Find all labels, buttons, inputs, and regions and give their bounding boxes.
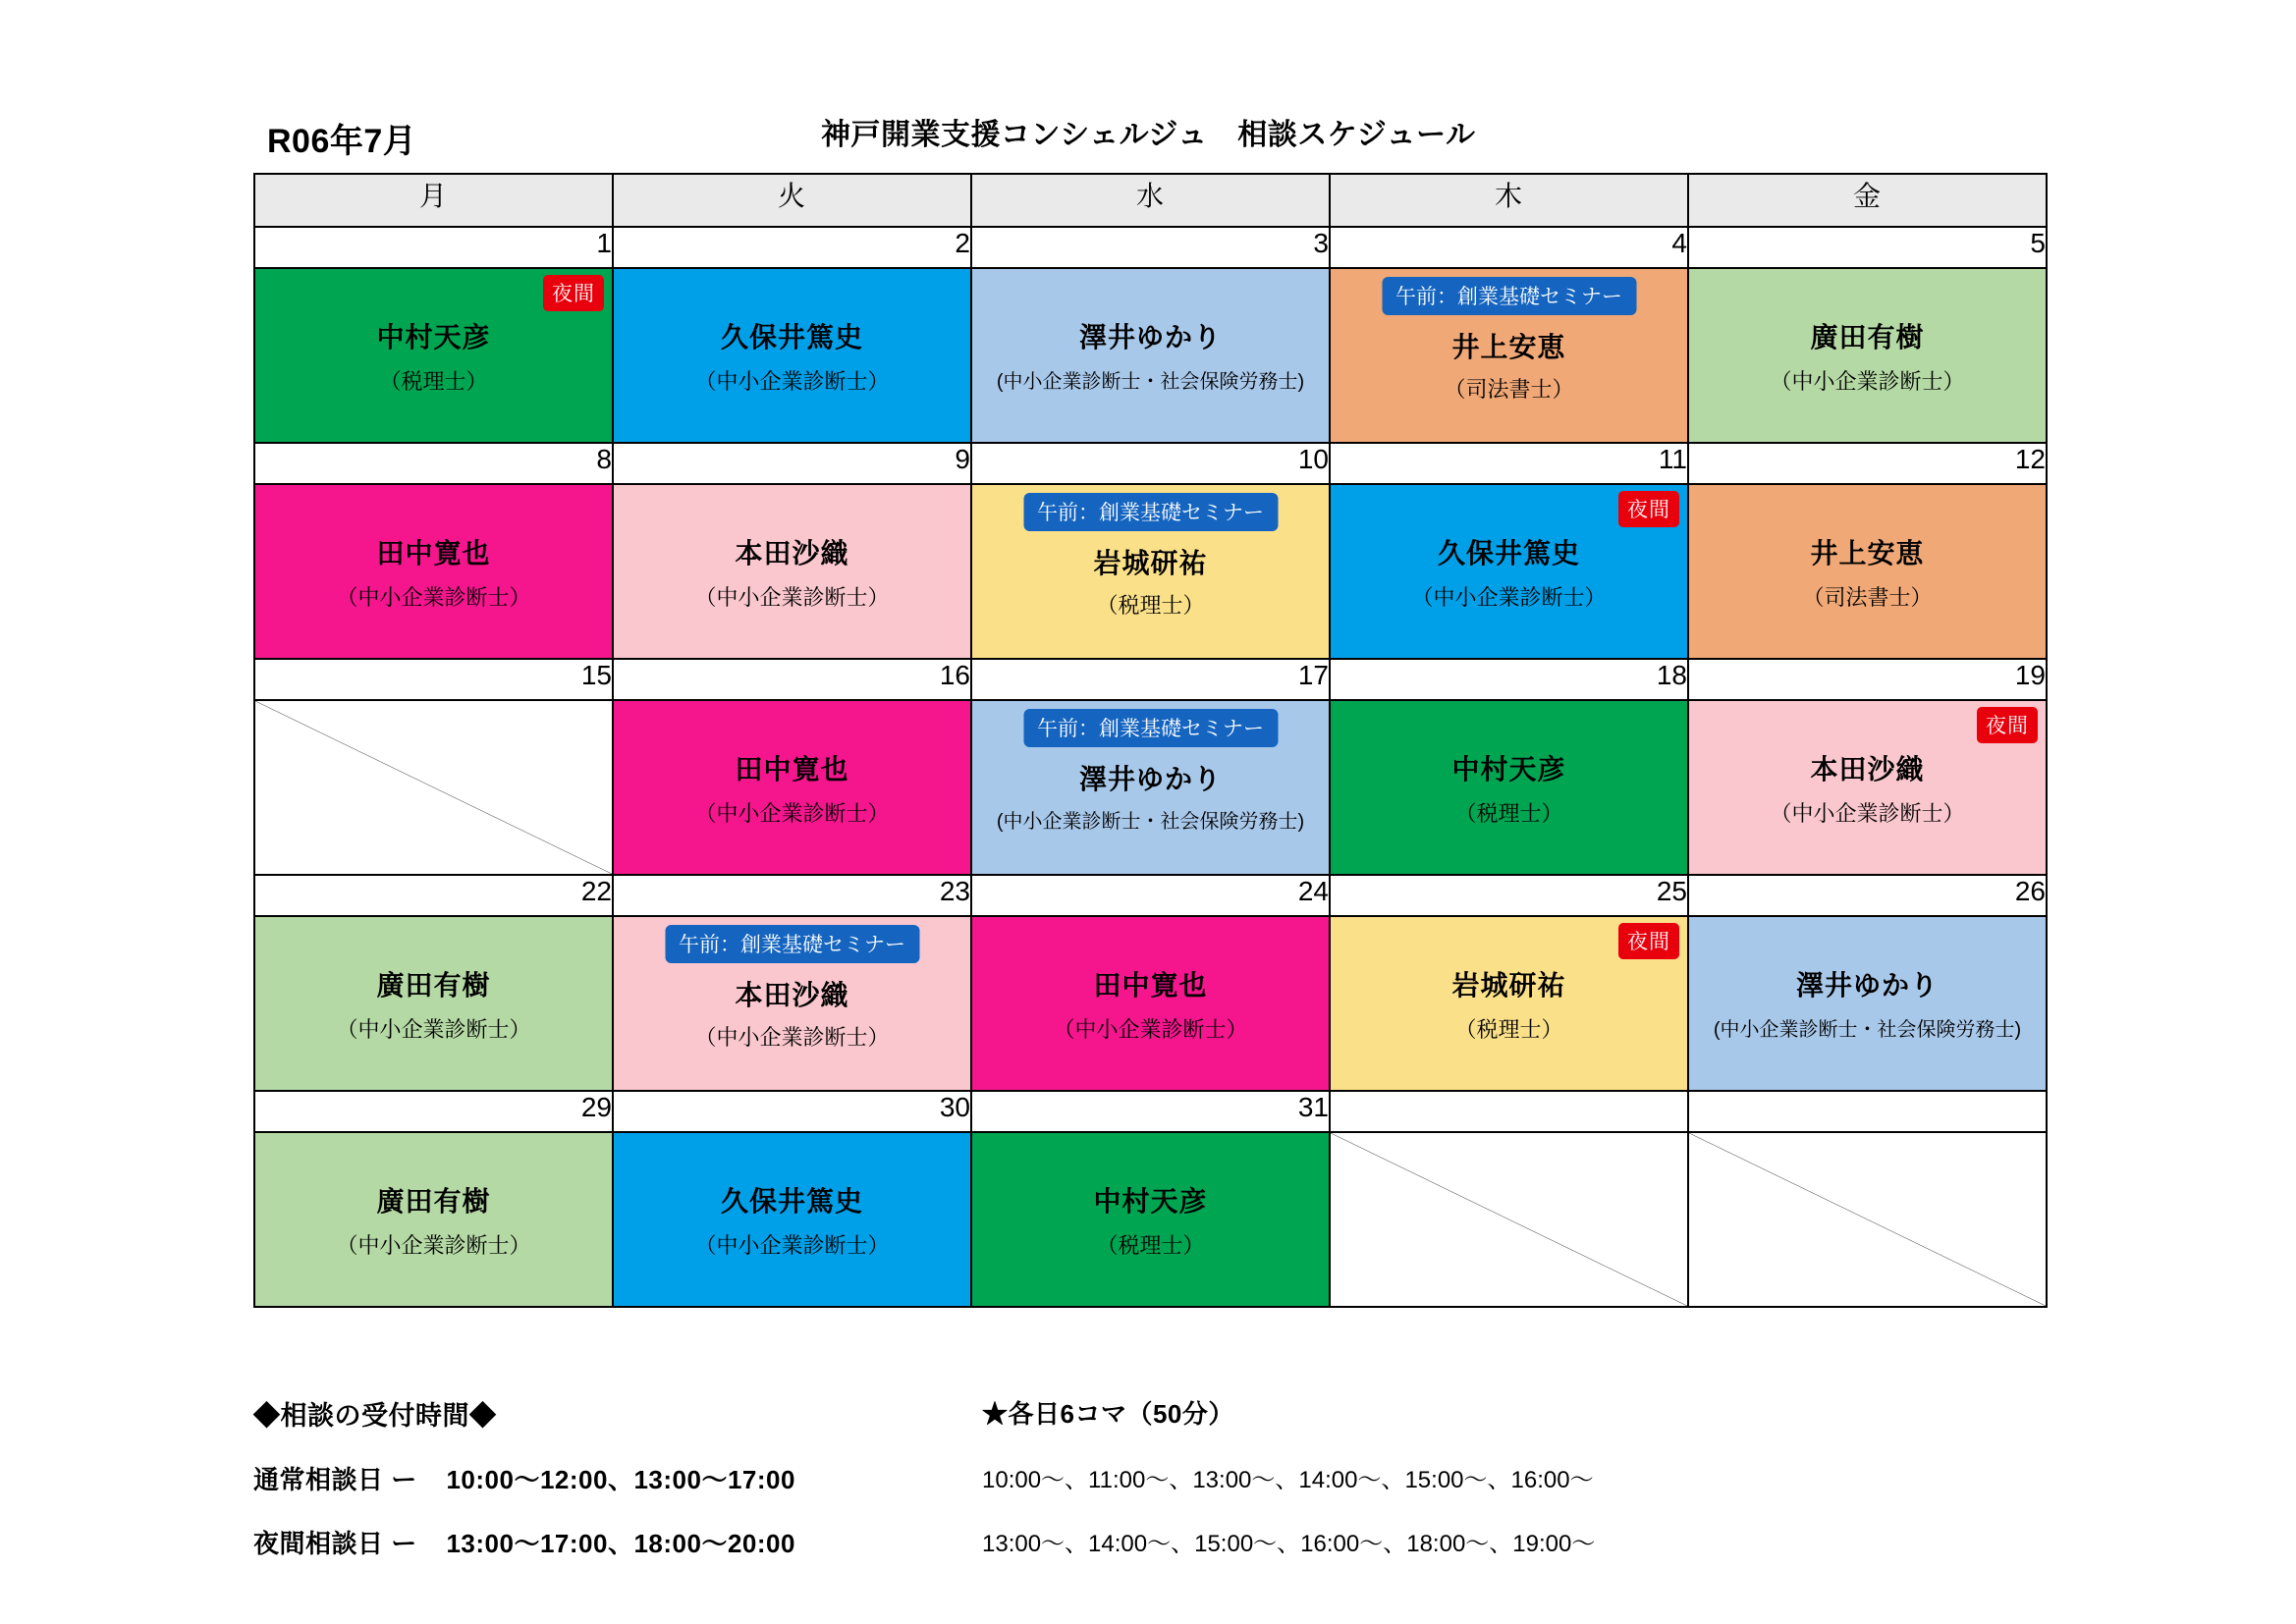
calendar-week-row — [254, 268, 2047, 443]
day-cell-content — [1331, 485, 1687, 658]
advisor-name: 澤井ゆかり — [1078, 764, 1222, 794]
calendar-daynum: 23 — [613, 875, 971, 916]
calendar-daynum: 22 — [254, 875, 613, 916]
calendar-daynum: 15 — [254, 659, 613, 700]
advisor-name: 岩城研祐 — [1093, 548, 1208, 578]
calendar-day-cell[interactable] — [254, 268, 613, 443]
day-cell-content — [255, 485, 612, 658]
reception-hours-value-normal: 10:00〜12:00、13:00〜17:00 — [446, 1465, 795, 1494]
advisor-qualification: （中小企業診断士） — [694, 801, 890, 826]
advisor-name: 廣田有樹 — [376, 1186, 491, 1217]
calendar-daynum: 16 — [613, 659, 971, 700]
calendar-day-cell[interactable] — [254, 700, 613, 875]
calendar-daynum: 2 — [613, 227, 971, 268]
day-cell-content — [972, 701, 1329, 874]
day-cell-content — [972, 917, 1329, 1090]
calendar-daynum-row — [254, 227, 2047, 268]
day-cell-content — [1689, 1133, 2046, 1306]
month-label: R06年7月 — [267, 123, 417, 160]
day-cell-content — [614, 701, 970, 874]
no-consultation-slash-icon — [255, 701, 612, 874]
advisor-qualification: （税理士） — [1454, 801, 1563, 826]
calendar-daynum: 29 — [254, 1091, 613, 1132]
advisor-name: 廣田有樹 — [1810, 322, 1925, 352]
reception-hours-title: ◆相談の受付時間◆ — [253, 1401, 497, 1431]
calendar-day-cell[interactable] — [971, 916, 1330, 1091]
calendar-daynum: 12 — [1688, 443, 2047, 484]
advisor-name: 井上安恵 — [1451, 332, 1566, 362]
advisor-qualification: （中小企業診断士） — [1770, 369, 1965, 394]
dow-header-fri: 金 — [1688, 174, 2047, 227]
calendar-day-cell[interactable] — [1330, 484, 1688, 659]
day-cell-content — [1689, 701, 2046, 874]
advisor-qualification: (中小企業診断士・社会保険労務士) — [996, 811, 1305, 833]
calendar-day-cell[interactable] — [971, 700, 1330, 875]
day-cell-content — [1331, 701, 1687, 874]
calendar-daynum: 11 — [1330, 443, 1688, 484]
dow-header-mon: 月 — [254, 174, 613, 227]
calendar-day-cell[interactable] — [254, 916, 613, 1091]
day-cell-content — [972, 269, 1329, 442]
reception-hours-value-night: 13:00〜17:00、18:00〜20:00 — [446, 1529, 795, 1558]
seminar-banner: 午前：創業基礎セミナー — [1382, 277, 1636, 315]
slot-times-block — [982, 1394, 1595, 1558]
calendar-daynum: 9 — [613, 443, 971, 484]
dow-header-wed: 水 — [971, 174, 1330, 227]
no-consultation-slash-icon — [1689, 1133, 2046, 1306]
advisor-qualification: （中小企業診断士） — [694, 585, 890, 610]
calendar-daynum: 5 — [1688, 227, 2047, 268]
calendar-day-cell[interactable] — [254, 484, 613, 659]
calendar-daynum: 24 — [971, 875, 1330, 916]
day-cell-content — [1331, 1133, 1687, 1306]
advisor-qualification: （税理士） — [1096, 1233, 1205, 1258]
seminar-banner: 午前：創業基礎セミナー — [665, 925, 919, 963]
night-session-badge: 夜間 — [543, 275, 604, 311]
night-session-badge: 夜間 — [1618, 491, 1679, 527]
calendar-day-cell[interactable] — [1688, 268, 2047, 443]
advisor-name: 澤井ゆかり — [1795, 970, 1939, 1001]
advisor-name: 本田沙織 — [735, 538, 849, 568]
advisor-name: 久保井篤史 — [720, 1186, 863, 1217]
day-cell-content — [255, 1133, 612, 1306]
reception-hours-block — [253, 1394, 795, 1560]
calendar-daynum: 17 — [971, 659, 1330, 700]
advisor-qualification: (中小企業診断士・社会保険労務士) — [996, 371, 1305, 393]
calendar-daynum: 10 — [971, 443, 1330, 484]
slot-times-title: ★各日6コマ（50分） — [982, 1399, 1234, 1429]
advisor-qualification: （中小企業診断士） — [336, 1233, 531, 1258]
advisor-name: 中村天彦 — [1451, 754, 1566, 785]
advisor-qualification: （中小企業診断士） — [1053, 1017, 1248, 1042]
calendar-day-cell[interactable] — [971, 1132, 1330, 1307]
advisor-qualification: （中小企業診断士） — [336, 585, 531, 610]
slot-times-night: 13:00〜、14:00〜、15:00〜、16:00〜、18:00〜、19:00〜 — [982, 1531, 1596, 1557]
calendar-day-cell[interactable] — [1688, 700, 2047, 875]
calendar-daynum — [1688, 1091, 2047, 1132]
calendar-week-row — [254, 700, 2047, 875]
calendar-daynum: 31 — [971, 1091, 1330, 1132]
day-cell-content — [1331, 917, 1687, 1090]
calendar-daynum: 19 — [1688, 659, 2047, 700]
calendar-daynum-row — [254, 659, 2047, 700]
advisor-qualification: (中小企業診断士・社会保険労務士) — [1713, 1019, 2022, 1041]
day-cell-content — [1689, 485, 2046, 658]
calendar-daynum: 30 — [613, 1091, 971, 1132]
calendar-week-row — [254, 1132, 2047, 1307]
advisor-qualification: （税理士） — [1454, 1017, 1563, 1042]
calendar-daynum: 8 — [254, 443, 613, 484]
day-cell-content — [1689, 269, 2046, 442]
advisor-name: 田中寛也 — [376, 538, 491, 568]
calendar-week-row — [254, 916, 2047, 1091]
advisor-qualification: （中小企業診断士） — [694, 1233, 890, 1258]
calendar-daynum: 1 — [254, 227, 613, 268]
advisor-qualification: （中小企業診断士） — [694, 369, 890, 394]
day-cell-content — [255, 917, 612, 1090]
advisor-name: 久保井篤史 — [720, 322, 863, 352]
calendar-day-cell[interactable] — [971, 268, 1330, 443]
advisor-qualification: （税理士） — [379, 369, 488, 394]
advisor-name: 田中寛也 — [735, 754, 849, 785]
reception-hours-row-normal — [253, 1460, 795, 1496]
advisor-name: 本田沙織 — [1810, 754, 1925, 785]
calendar-daynum: 25 — [1330, 875, 1688, 916]
seminar-banner: 午前：創業基礎セミナー — [1023, 493, 1278, 531]
night-session-badge: 夜間 — [1977, 707, 2038, 743]
calendar-daynum: 26 — [1688, 875, 2047, 916]
advisor-qualification: （中小企業診断士） — [1770, 801, 1965, 826]
seminar-banner: 午前：創業基礎セミナー — [1023, 709, 1278, 747]
calendar-day-cell[interactable] — [1688, 916, 2047, 1091]
calendar-week-row — [254, 484, 2047, 659]
calendar-day-cell[interactable] — [613, 268, 971, 443]
day-cell-content — [614, 269, 970, 442]
calendar-daynum-row — [254, 1091, 2047, 1132]
no-consultation-slash-icon — [1331, 1133, 1687, 1306]
calendar-day-cell[interactable] — [971, 484, 1330, 659]
calendar-day-cell[interactable] — [1688, 484, 2047, 659]
schedule-calendar — [253, 173, 2048, 1308]
day-cell-content — [255, 269, 612, 442]
advisor-name: 久保井篤史 — [1437, 538, 1580, 568]
advisor-name: 井上安恵 — [1810, 538, 1925, 568]
calendar-day-cell[interactable] — [254, 1132, 613, 1307]
day-of-week-header-row — [254, 174, 2047, 227]
advisor-name: 澤井ゆかり — [1078, 322, 1222, 352]
day-cell-content — [614, 917, 970, 1090]
advisor-name: 中村天彦 — [376, 322, 491, 352]
advisor-qualification: （司法書士） — [1444, 377, 1574, 402]
day-cell-content — [614, 485, 970, 658]
calendar-day-cell[interactable] — [1330, 916, 1688, 1091]
advisor-name: 岩城研祐 — [1451, 970, 1566, 1001]
calendar-day-cell[interactable] — [613, 1132, 971, 1307]
advisor-qualification: （中小企業診断士） — [1411, 585, 1607, 610]
calendar-day-cell[interactable] — [1688, 1132, 2047, 1307]
calendar-daynum-row — [254, 875, 2047, 916]
day-cell-content — [972, 485, 1329, 658]
reception-hours-label-normal: 通常相談日 ー — [253, 1465, 417, 1494]
advisor-name: 中村天彦 — [1093, 1186, 1208, 1217]
advisor-name: 田中寛也 — [1093, 970, 1208, 1001]
calendar-day-cell[interactable] — [613, 484, 971, 659]
calendar-day-cell[interactable] — [1330, 268, 1688, 443]
slot-times-normal: 10:00〜、11:00〜、13:00〜、14:00〜、15:00〜、16:00〜 — [982, 1467, 1594, 1493]
calendar-body — [254, 227, 2047, 1307]
calendar-day-cell[interactable] — [1330, 700, 1688, 875]
advisor-qualification: （中小企業診断士） — [336, 1017, 531, 1042]
calendar-day-cell[interactable] — [613, 916, 971, 1091]
document-title: 神戸開業支援コンシェルジュ 相談スケジュール — [821, 119, 1476, 151]
advisor-name: 廣田有樹 — [376, 970, 491, 1001]
reception-hours-label-night: 夜間相談日 ー — [253, 1529, 417, 1558]
advisor-name: 本田沙織 — [735, 980, 849, 1010]
dow-header-thu: 木 — [1330, 174, 1688, 227]
day-cell-content — [255, 701, 612, 874]
night-session-badge: 夜間 — [1618, 923, 1679, 959]
day-cell-content — [1331, 269, 1687, 442]
advisor-qualification: （司法書士） — [1802, 585, 1933, 610]
day-cell-content — [614, 1133, 970, 1306]
advisor-qualification: （中小企業診断士） — [694, 1025, 890, 1050]
calendar-day-cell[interactable] — [1330, 1132, 1688, 1307]
calendar-daynum: 3 — [971, 227, 1330, 268]
calendar-daynum — [1330, 1091, 1688, 1132]
advisor-qualification: （税理士） — [1096, 593, 1205, 618]
calendar-daynum-row — [254, 443, 2047, 484]
day-cell-content — [972, 1133, 1329, 1306]
calendar-daynum: 4 — [1330, 227, 1688, 268]
calendar-daynum: 18 — [1330, 659, 1688, 700]
dow-header-tue: 火 — [613, 174, 971, 227]
day-cell-content — [1689, 917, 2046, 1090]
reception-hours-row-night — [253, 1524, 795, 1560]
calendar-day-cell[interactable] — [613, 700, 971, 875]
